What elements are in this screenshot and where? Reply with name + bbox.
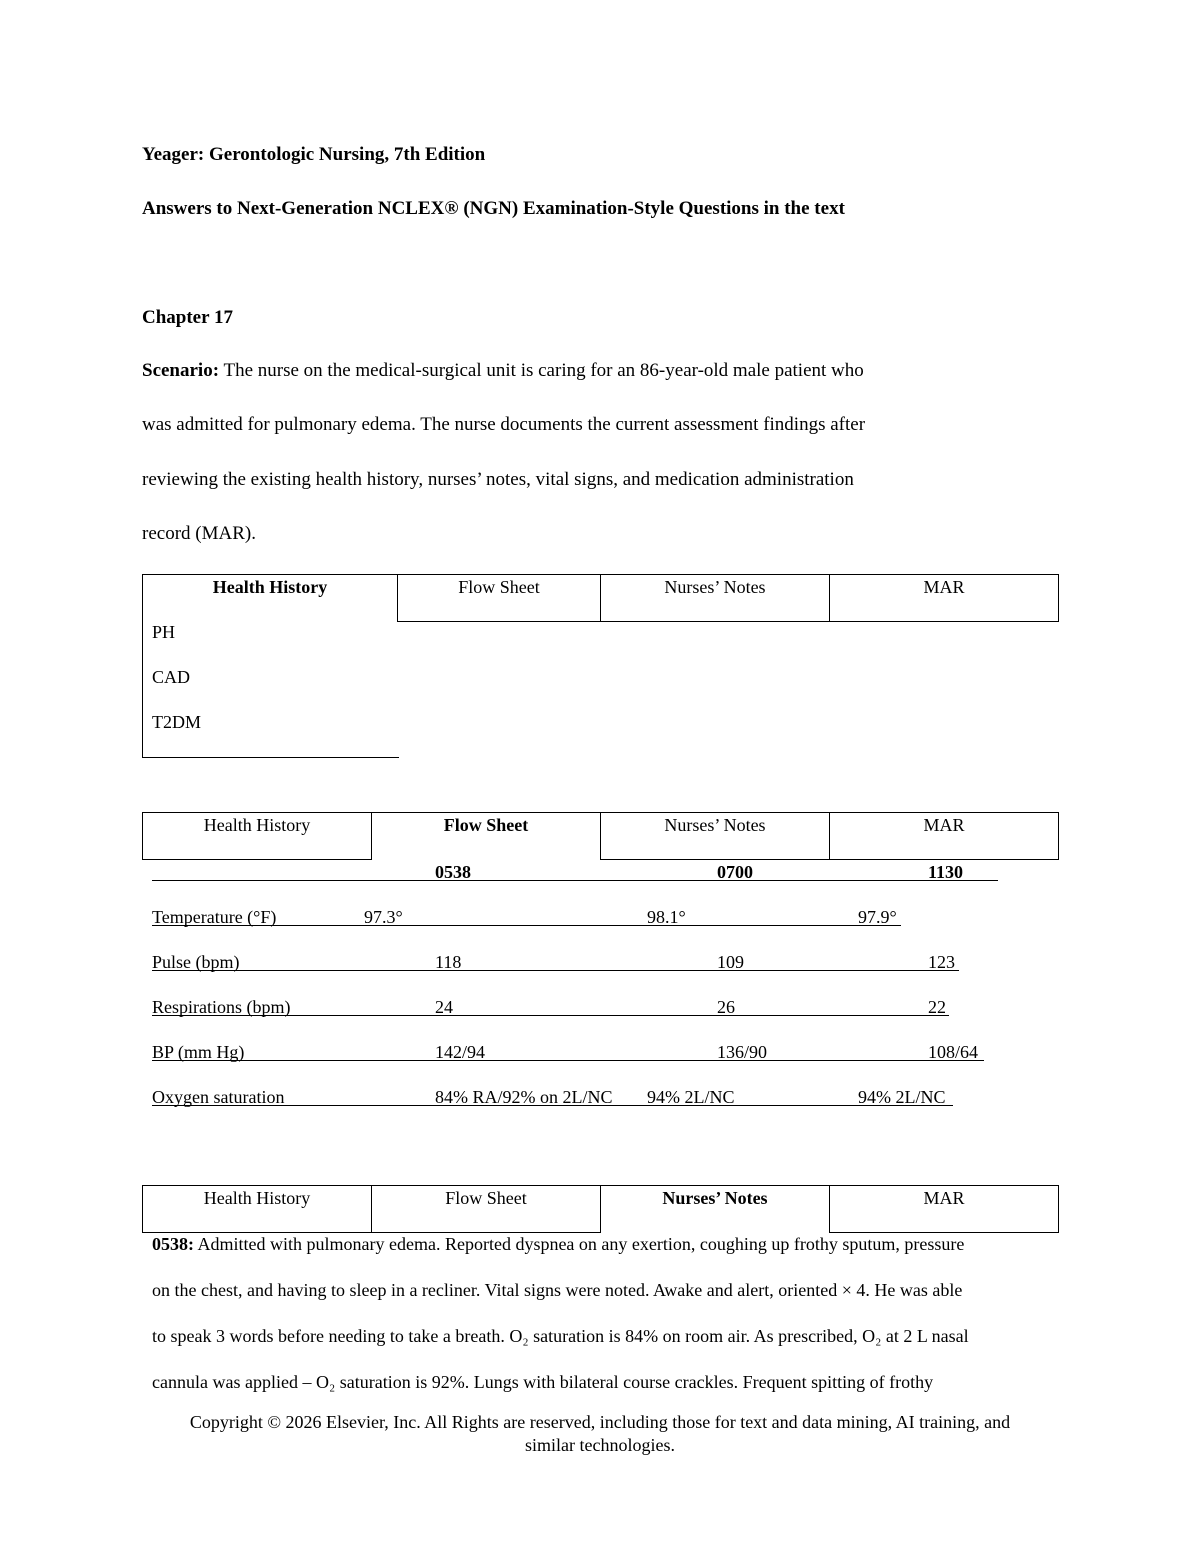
row-underline [152,1105,953,1106]
tab-health-history[interactable]: Health History [142,812,372,860]
tab-nurses-notes[interactable]: Nurses’ Notes [600,574,830,622]
vital-label: Respirations (bpm) [152,997,291,1017]
history-item: CAD [152,667,191,687]
note-line-2: on the chest, and having to sleep in a recliner. Vital signs were noted. Awake and alert, oriented × 4. He was able [152,1280,963,1300]
flow-sheet-time-header [152,862,1002,886]
vital-value: 94% 2L/NC [858,1087,946,1107]
tab-flow-sheet[interactable]: Flow Sheet [371,812,601,860]
scenario-line-1 [142,360,864,382]
panel-bottom-border [142,757,399,758]
vital-row-oxygen-saturation [152,1087,1002,1111]
row-underline [152,1015,949,1016]
book-title: Yeager: Gerontologic Nursing, 7th Edition [142,144,486,165]
vital-value: 97.9° [858,907,897,927]
vital-value: 123 [928,952,955,972]
copyright-line-1: Copyright © 2026 Elsevier, Inc. All Rights are reserved, including those for text and data mining, AI training, and [189,1412,1011,1432]
row-underline [152,970,959,971]
tab-mar[interactable]: MAR [829,574,1059,622]
chapter-heading: Chapter 17 [142,307,233,328]
history-item: T2DM [152,712,201,732]
scenario-line-4: record (MAR). [142,523,256,544]
vital-row-respirations [152,997,1002,1021]
panel-left-border [142,620,143,758]
vital-value: 22 [928,997,946,1017]
tab-health-history[interactable]: Health History [142,574,398,622]
tab-flow-sheet[interactable]: Flow Sheet [371,1185,601,1233]
tab-mar[interactable]: MAR [829,812,1059,860]
vital-value: 94% 2L/NC [647,1087,735,1107]
vital-row-bp [152,1042,1002,1066]
vital-value: 118 [435,952,462,972]
copyright-footer [0,1411,1200,1457]
vital-label: Temperature (°F) [152,907,277,927]
time-column-header: 0538 [435,862,471,882]
scenario-text: The nurse on the medical-surgical unit is caring for an 86-year-old male patient who [223,360,864,381]
note-text: Admitted with pulmonary edema. Reported dyspnea on any exertion, coughing up frothy sputum, pressure [197,1234,965,1254]
time-column-header: 0700 [717,862,753,882]
vital-value: 109 [717,952,744,972]
vital-value: 136/90 [717,1042,768,1062]
vital-label: BP (mm Hg) [152,1042,245,1062]
scenario-line-3: reviewing the existing health history, nurses’ notes, vital signs, and medication administration [142,469,854,490]
vital-row-temperature [152,907,1002,931]
tab-nurses-notes[interactable]: Nurses’ Notes [600,1185,830,1233]
note-line-3: to speak 3 words before needing to take a breath. O₂ saturation is 84% on room air. As prescribed, O₂ at 2 L nasal [152,1326,969,1346]
vital-label: Pulse (bpm) [152,952,240,972]
vital-value: 84% RA/92% on 2L/NC [435,1087,613,1107]
tab-flow-sheet[interactable]: Flow Sheet [397,574,601,622]
vital-value: 142/94 [435,1042,486,1062]
scenario-label: Scenario: [142,360,220,381]
scenario-line-2: was admitted for pulmonary edema. The nurse documents the current assessment findings after [142,414,866,435]
time-column-header: 1130 [928,862,964,882]
copyright-line-2: similar technologies. [525,1435,675,1455]
vital-value: 26 [717,997,735,1017]
row-underline [152,1060,984,1061]
vital-value: 97.3° [364,907,403,927]
vital-value: 24 [435,997,453,1017]
row-underline [152,880,998,881]
note-line-1 [152,1234,964,1255]
tab-nurses-notes[interactable]: Nurses’ Notes [600,812,830,860]
tab-health-history[interactable]: Health History [142,1185,372,1233]
document-subtitle: Answers to Next-Generation NCLEX® (NGN) Examination-Style Questions in the text [142,198,845,219]
vital-label: Oxygen saturation [152,1087,285,1107]
vital-value: 108/64 [928,1042,979,1062]
note-time: 0538: [152,1234,194,1254]
history-item: PH [152,622,176,642]
note-line-4: cannula was applied – O₂ saturation is 92%. Lungs with bilateral course crackles. Frequent spitting of frothy [152,1372,934,1392]
tab-mar[interactable]: MAR [829,1185,1059,1233]
vital-value: 98.1° [647,907,686,927]
vital-row-pulse [152,952,1002,976]
row-underline [152,925,901,926]
